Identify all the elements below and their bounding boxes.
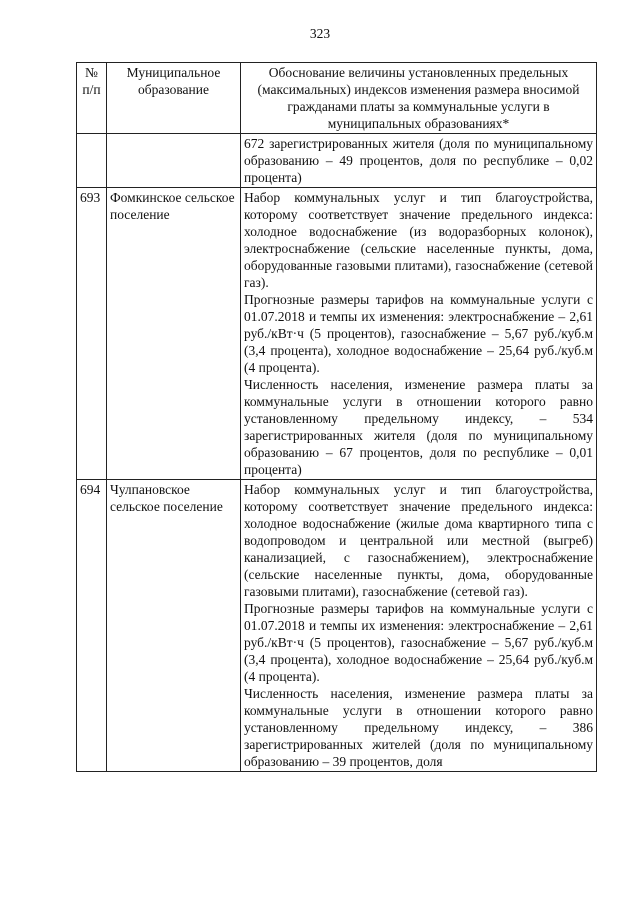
justification-cell [241,188,597,480]
row-number [77,134,107,188]
justification-cell [241,134,597,188]
header-num: № п/п [77,63,107,134]
municipality-name: Чулпановское сельское поселение [107,480,241,772]
row-number: 694 [77,480,107,772]
justification-paragraph: Прогнозные размеры тарифов на коммунальные услуги с 01.07.2018 и темпы их изменения: электроснабжение – 2,61 руб./кВт·ч (5 процентов), газоснабжение – 5,67 руб./куб.м (3,4 процента), холодное водоснабжение – 25,64 руб./куб.м (4 процента). [244,601,593,684]
justification-paragraph: Набор коммунальных услуг и тип благоустройства, которому соответствует значение предельного индекса: холодное водоснабжение (из водоразборных колонок), электроснабжение (сельские населенные пункты, дома, оборудованные газовыми плитами), газоснабжение (сетевой газ). [244,190,593,290]
table-header-row [77,63,597,134]
justification-cell [241,480,597,772]
justification-paragraph: Численность населения, изменение размера платы за коммунальные услуги в отношении которого равно установленному предельному индексу, – 534 зарегистрированных жителя (доля по муниципальному образованию – 67 процентов, доля по республике – 0,01 процента) [244,377,593,477]
justification-paragraph: 672 зарегистрированных жителя (доля по муниципальному образованию – 49 процентов, доля по республике – 0,02 процента) [244,136,593,185]
municipality-name [107,134,241,188]
table-row [77,188,597,480]
justification-paragraph: Набор коммунальных услуг и тип благоустройства, которому соответствует значение предельного индекса: холодное водоснабжение (жилые дома квартирного типа с водопроводом и центральной или местной (выгреб) канализацией, с газоснабжением), электроснабжение (сельские населенные пункты, дома, оборудованные газовыми плитами), газоснабжение (сетевой газ). [244,482,593,599]
header-justification: Обоснование величины установленных предельных (максимальных) индексов изменения размера вносимой гражданами платы за коммунальные услуги в муниципальных образованиях* [241,63,597,134]
table-row [77,134,597,188]
header-municipality: Муниципальное образование [107,63,241,134]
index-justification-table [76,62,597,772]
municipality-name: Фомкинское сельское поселение [107,188,241,480]
row-number: 693 [77,188,107,480]
page-number: 323 [309,26,331,41]
justification-paragraph: Прогнозные размеры тарифов на коммунальные услуги с 01.07.2018 и темпы их изменения: электроснабжение – 2,61 руб./кВт·ч (5 процентов), газоснабжение – 5,67 руб./куб.м (3,4 процента), холодное водоснабжение – 25,64 руб./куб.м (4 процента). [244,292,593,375]
table-row [77,480,597,772]
justification-paragraph: Численность населения, изменение размера платы за коммунальные услуги в отношении которого равно установленному предельному индексу, – 386 зарегистрированных жителей (доля по муниципальному образованию – 39 процентов, доля [244,686,593,769]
